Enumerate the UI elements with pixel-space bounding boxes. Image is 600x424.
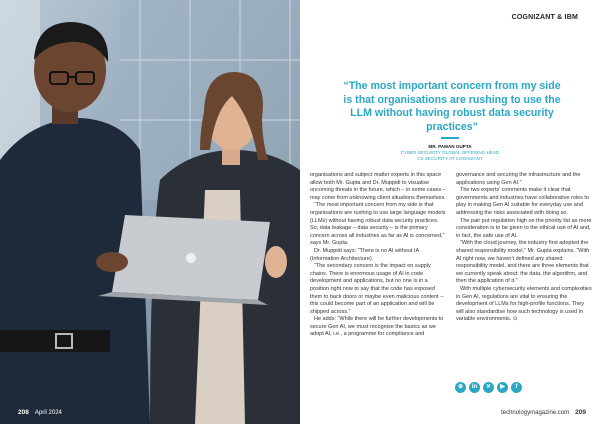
article-column-2 <box>456 172 592 339</box>
youtube-icon[interactable]: ▶ <box>497 382 508 393</box>
paragraph: He adds: “While there will be further developments to secure Gen AI, we must recognise the basics as we adopt AI, i.e., a programme for compliance and <box>310 316 444 338</box>
issue-date: April 2024 <box>34 410 62 416</box>
article-page <box>300 0 600 424</box>
quote-attribution <box>350 144 550 162</box>
linkedin-icon[interactable]: in <box>469 382 480 393</box>
social-links <box>455 382 522 393</box>
paragraph: Dr. Muppidi says: “There is no AI without IA (Information Architecture). <box>310 247 419 262</box>
section-label: COGNIZANT & IBM <box>511 14 578 21</box>
x-icon[interactable]: ✕ <box>483 382 494 393</box>
quote-divider <box>441 137 459 139</box>
left-page-footer <box>18 409 62 416</box>
paragraph: organisations and subject matter experts in this space allow both Mr. Gupta and Dr. Muppidi to visualise oncoming threats in the future, which – in some cases – may come from unknowing client situations themselves. <box>310 172 446 201</box>
left-page-number: 208 <box>18 409 29 416</box>
paragraph: The two experts’ comments make it clear that governments and industries have collaborative roles to play in making Gen AI suitable for everyday use and addressing the risks associated with doing so. <box>456 187 589 216</box>
paragraph: “With the cloud journey, the industry first adopted the shared responsibility model,” Mr. Gupta explains. “With AI right now, we haven’t defined any shared responsibility model, and there are three elements that we currently speak about: the data, the algorithm, and then the application of it.” <box>456 240 590 285</box>
paragraph: The pair put regulation high on the priority list as more consideration is to be given to the ethical use of AI and, in fact, the safe use of AI. <box>456 217 592 239</box>
globe-icon[interactable]: ⊕ <box>455 382 466 393</box>
attribution-role: CYBER SECURITY GLOBAL OFFERING HEAD <box>400 150 500 155</box>
pull-quote: “The most important concern from my side is that organisations are rushing to use the LLM without having robust data security practices” <box>343 80 561 133</box>
attribution-name: MR. PAWAN GUPTA <box>428 144 472 149</box>
article-column-1 <box>310 172 446 339</box>
website-link[interactable]: technologymagazine.com <box>501 410 570 416</box>
paragraph: “The most important concern from my side is that organisations are rushing to use large language models (LLMs) without having robust data security practices. So, data leakage – data security – is the primary concern across all industries as far as AI is concerned,” says Mr. Gupta. <box>310 202 446 247</box>
right-page-number: 209 <box>575 409 586 416</box>
article-body <box>310 172 592 339</box>
paragraph: governance and securing the infrastructure and the applications using Gen AI.” <box>456 172 581 186</box>
paragraph: With multiple cybersecurity elements and complexities in Gen AI, regulations are vital to ensuring the development of LLMs for high-profile functions. They will also standardise how such technology is used in variable environments. ⊙ <box>456 285 592 323</box>
right-page-footer <box>501 409 586 416</box>
paragraph: “The secondary concern is the impact on supply chains. There is enormous usage of AI in code development and applications, but no one is in a position right now to say that the code has exposed them to back doors or maybe even malicious content – this could become part of an application and will be shipped across.” <box>310 263 444 315</box>
attribution-role: CS SECURITY AT COGNIZANT <box>417 156 483 161</box>
facebook-icon[interactable]: f <box>511 382 522 393</box>
